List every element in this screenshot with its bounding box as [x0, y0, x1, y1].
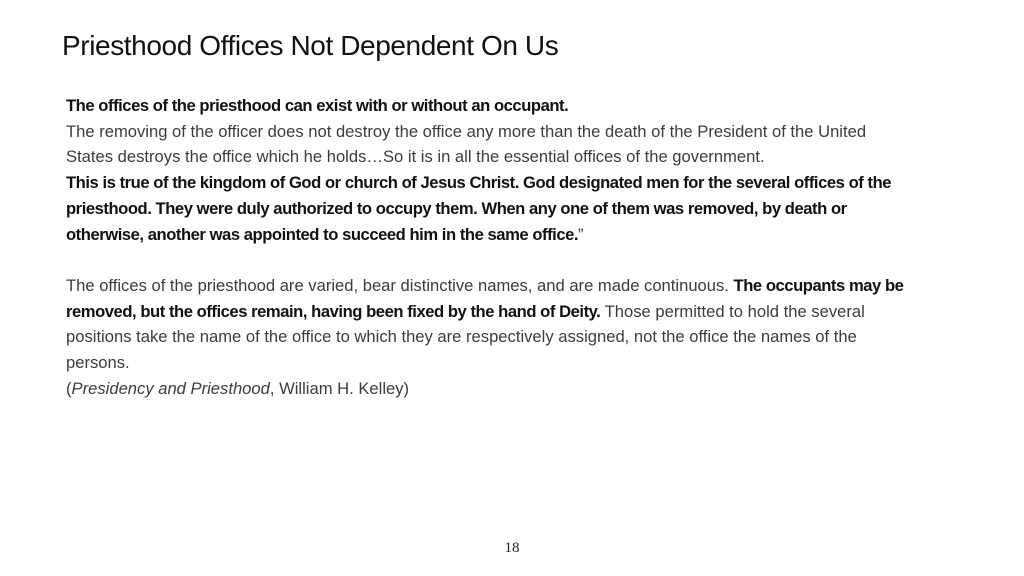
para2-intro: The offices of the priesthood are varied, bear distinctive names, and are made continuous. — [66, 275, 734, 295]
citation-work-title: Presidency and Priesthood — [71, 378, 270, 398]
body-text — [66, 93, 906, 401]
citation — [66, 379, 409, 398]
paragraph-2 — [66, 273, 906, 402]
citation-open: ( — [66, 378, 72, 398]
closing-quote: ” — [578, 224, 584, 244]
para1-body: The removing of the officer does not destroy the office any more than the death of the President of the United States destroys the office which he holds…So it is in all the essential offices of the government. — [66, 121, 867, 167]
paragraph-1 — [66, 93, 906, 247]
para2-rest: Those permitted to hold the several positions take the name of the office to which they are respectively assigned, not the office the names of the persons. — [66, 301, 865, 373]
para2-bold-passage: The occupants may be removed, but the offices remain, having been fixed by the hand of Deity. — [66, 275, 904, 321]
slide-title: Priesthood Offices Not Dependent On Us — [62, 30, 559, 61]
para1-heading: The offices of the priesthood can exist with or without an occupant. — [66, 96, 569, 115]
citation-author: , William H. Kelley) — [269, 378, 410, 398]
para1-bold-passage: This is true of the kingdom of God or church of Jesus Christ. God designated men for the several offices of the priesthood. They were duly authorized to occupy them. When any one of them was removed, by death or otherwise, another was appointed to succeed him in the same office. — [66, 173, 892, 244]
slide-number: 18 — [504, 540, 520, 556]
